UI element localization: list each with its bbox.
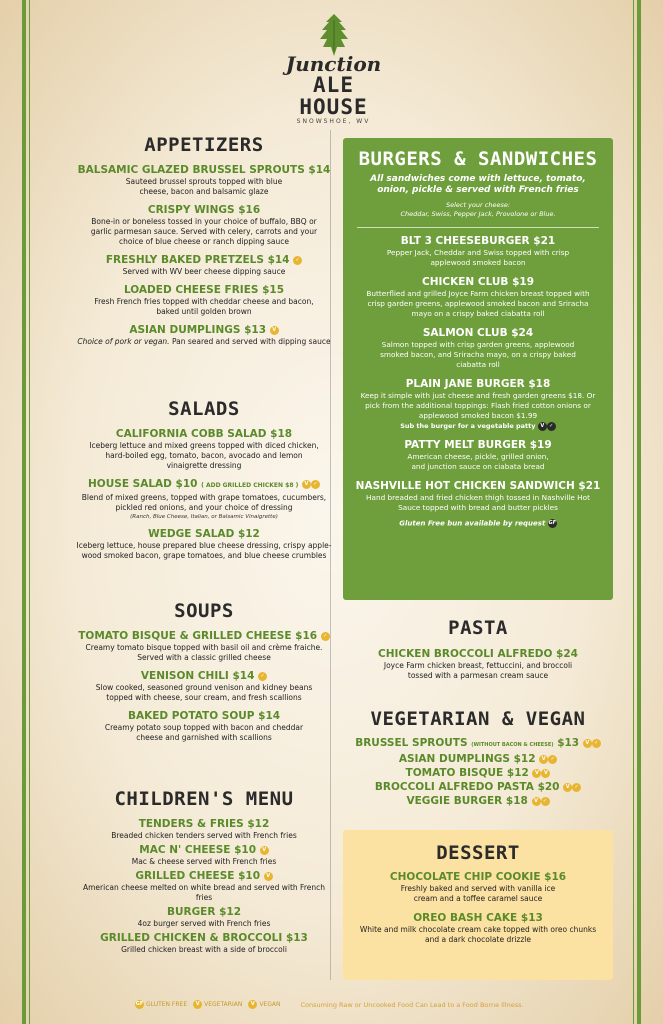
- item-price: $12: [247, 818, 270, 830]
- item-desc: Hand breaded and fried chicken thigh tossed in Nashville Hot Sauce topped with bread and butter pickles: [365, 493, 590, 512]
- vegetarian-icon: V: [539, 755, 548, 764]
- item-name: [76, 869, 332, 883]
- item-name: [343, 647, 613, 661]
- menu-item: [76, 527, 332, 561]
- vegetarian-icon: V: [270, 326, 279, 335]
- item-title: VEGGIE BURGER: [406, 795, 503, 807]
- item-title: ASIAN DUMPLINGS: [129, 324, 241, 336]
- item-title: MAC N' CHEESE: [139, 844, 231, 856]
- menu-item: [76, 253, 332, 277]
- section-title: SOUPS: [174, 600, 234, 622]
- menu-item: [76, 477, 332, 521]
- gluten-free-icon: ✓: [321, 632, 330, 641]
- menu-item: [76, 323, 332, 347]
- item-price: $20: [537, 781, 560, 793]
- item-title: CALIFORNIA COBB SALAD: [115, 428, 267, 440]
- logo-script: Junction: [285, 52, 382, 76]
- item-title: FRESHLY BAKED PRETZELS: [105, 254, 264, 266]
- item-desc: Breaded chicken tenders served with French fries: [111, 831, 297, 840]
- vegetarian-icon: V: [532, 769, 541, 778]
- item-title: ASIAN DUMPLINGS: [398, 753, 510, 765]
- menu-item: [76, 905, 332, 929]
- item-price: $12: [237, 528, 260, 540]
- item-name: [343, 377, 613, 391]
- item-desc-italic: Choice of pork or vegan.: [77, 337, 170, 346]
- section-title: APPETIZERS: [144, 134, 264, 156]
- item-title: CHICKEN CLUB: [422, 276, 509, 288]
- vegetarian-icon: V: [193, 1000, 202, 1009]
- legend-label: VEGETARIAN: [204, 1001, 243, 1008]
- item-name: [76, 427, 332, 441]
- logo-name: ALE HOUSE: [299, 73, 368, 119]
- veggie-sub-note: [343, 421, 613, 431]
- menu-item: [76, 869, 332, 903]
- gluten-free-note-text: Gluten Free bun available by request: [399, 519, 546, 528]
- item-desc: Bone-in or boneless tossed in your choice of buffalo, BBQ or garlic parmesan sauce. Served with celery, carrots and your choice of blue cheese or ranch dipping sauce: [90, 217, 318, 246]
- menu-item: [343, 377, 613, 431]
- menu-item: [76, 931, 332, 955]
- vegetarian-vegan-section: [343, 708, 613, 808]
- item-desc: Salmon topped with crisp garden greens, applewood smoked bacon, and Sriracha mayo, on a crispy baked ciabatta roll: [380, 340, 576, 369]
- gluten-free-icon: ✓: [258, 672, 267, 681]
- vegetarian-icon: V: [264, 872, 273, 881]
- item-name: [343, 326, 613, 340]
- item-price: $13: [557, 737, 580, 749]
- vegetarian-icon: V: [302, 480, 311, 489]
- item-title: LOADED CHEESE FRIES: [123, 284, 259, 296]
- item-title: BROCCOLI ALFREDO PASTA: [374, 781, 534, 793]
- legend-gluten-free: [135, 1000, 187, 1009]
- item-name: [76, 163, 332, 177]
- legend-label: VEGAN: [259, 1001, 281, 1008]
- item-desc: Butterflied and grilled Joyce Farm chicken breast topped with crisp garden greens, applewood smoked bacon and Sriracha mayo on a crispy baked ciabatta roll: [366, 289, 590, 318]
- menu-item: [76, 629, 332, 663]
- gluten-free-icon: GF: [548, 520, 556, 526]
- item-title: TOMATO BISQUE: [405, 767, 504, 779]
- section-title: BURGERS & SANDWICHES: [358, 148, 598, 170]
- menu-item: [76, 163, 332, 197]
- dessert-section: [343, 830, 613, 980]
- item-price: $14: [232, 670, 255, 682]
- item-desc: White and milk chocolate cream cake topped with oreo chunks and a dark chocolate drizzle: [359, 925, 597, 944]
- item-name: [76, 709, 332, 723]
- item-desc: Creamy potato soup topped with bacon and cheddar cheese and garnished with scallions: [104, 723, 304, 742]
- item-price: $18: [528, 378, 551, 390]
- item-title: SALMON CLUB: [422, 327, 508, 339]
- item-price: $12: [219, 906, 242, 918]
- legend-vegetarian: [193, 1000, 242, 1009]
- item-title: BALSAMIC GLAZED BRUSSEL SPROUTS: [77, 164, 305, 176]
- item-title: BURGER: [166, 906, 216, 918]
- item-price: $10: [175, 478, 198, 490]
- logo-location: SNOWSHOE, WV: [296, 118, 371, 125]
- item-price: $16: [295, 630, 318, 642]
- item-price: $24: [556, 648, 578, 660]
- left-border: [22, 0, 26, 1024]
- gluten-free-icon: ✓: [572, 783, 581, 792]
- item-title: BAKED POTATO SOUP: [127, 710, 255, 722]
- item-price: $10: [238, 870, 261, 882]
- item-name: [343, 766, 613, 780]
- menu-item: [343, 736, 613, 752]
- food-warning: Consuming Raw or Uncooked Food Can Lead to a Food Borne Illness.: [300, 1000, 524, 1009]
- section-title: PASTA: [448, 617, 508, 639]
- item-desc: Iceberg lettuce and mixed greens topped with diced chicken, hard-boiled egg, tomato, bacon, avocado and lemon vinaigrette dressing: [89, 441, 319, 470]
- item-name: [76, 527, 332, 541]
- vegan-icon: V: [541, 769, 550, 778]
- item-name: [343, 275, 613, 289]
- item-note: (Ranch, Blue Cheese, Italian, or Balsamic Vinaigrette): [130, 514, 278, 520]
- vegan-icon: ✓: [548, 755, 557, 764]
- item-name: [76, 253, 332, 267]
- item-title: WEDGE SALAD: [148, 528, 235, 540]
- item-name: [76, 843, 332, 857]
- menu-item: [343, 780, 613, 794]
- item-price: $21: [578, 480, 601, 492]
- menu-item: [76, 817, 332, 841]
- item-desc: American cheese, pickle, grilled onion, and junction sauce on ciabata bread: [407, 452, 549, 471]
- vegetarian-icon: V: [538, 422, 547, 431]
- menu-item: [76, 283, 332, 317]
- vegetarian-icon: V: [563, 783, 572, 792]
- menu-item: [343, 911, 613, 945]
- item-price: $12: [513, 753, 536, 765]
- vegetarian-icon: V: [260, 846, 269, 855]
- footer: [135, 1000, 555, 1009]
- item-title: BRUSSEL SPROUTS: [355, 737, 468, 749]
- cheese-selection: [343, 201, 613, 219]
- childrens-menu-section: [76, 788, 332, 955]
- item-desc: Keep it simple with just cheese and fresh garden greens $18. Or pick from the additional toppings: Flash fried cotton onions or applewood smoked bacon $1.99: [360, 391, 596, 420]
- legend-label: GLUTEN FREE: [146, 1001, 188, 1008]
- item-desc: Served with WV beer cheese dipping sauce: [122, 267, 286, 276]
- item-desc: [76, 337, 332, 347]
- item-name: [343, 479, 613, 493]
- item-desc: Iceberg lettuce, house prepared blue cheese dressing, crispy apple-wood smoked bacon, grape tomatoes, and blue cheese crumbles: [76, 541, 332, 560]
- legend-vegan: [248, 1000, 280, 1009]
- item-name: [76, 629, 332, 643]
- item-title: TOMATO BISQUE & GRILLED CHEESE: [78, 630, 292, 642]
- menu-item: [76, 669, 332, 703]
- menu-item: [76, 427, 332, 471]
- item-name: [343, 911, 613, 925]
- item-price: $13: [520, 912, 543, 924]
- item-name: [343, 752, 613, 766]
- item-name: [76, 477, 332, 493]
- item-title: CHICKEN BROCCOLI ALFREDO: [378, 648, 553, 660]
- item-name: [76, 283, 332, 297]
- item-desc: Sauteed brussel sprouts topped with blue cheese, bacon and balsamic glaze: [125, 177, 283, 196]
- menu-item: [343, 870, 613, 904]
- menu-item: [343, 647, 613, 681]
- item-extra: (WITHOUT BACON & CHEESE): [471, 742, 554, 748]
- item-desc: Grilled chicken breast with a side of broccoli: [121, 945, 287, 954]
- vegan-icon: ✓: [541, 797, 550, 806]
- item-extra: ( ADD GRILLED CHICKEN $8 ): [201, 482, 299, 489]
- cheese-label: Select your cheese:: [445, 201, 511, 209]
- vegetarian-icon: V: [532, 797, 541, 806]
- item-desc: Creamy tomato bisque topped with basil oil and crème fraiche. Served with a classic grilled cheese: [85, 643, 323, 662]
- item-price: $13: [285, 932, 308, 944]
- gluten-free-note: [343, 519, 613, 528]
- item-title: PLAIN JANE BURGER: [405, 378, 525, 390]
- item-price: $14: [258, 710, 281, 722]
- right-border-thin: [633, 0, 634, 1024]
- item-price: $19: [512, 276, 534, 288]
- item-desc-text: Pan seared and served with dipping sauce: [169, 337, 331, 346]
- item-title: NASHVILLE HOT CHICKEN SANDWICH: [355, 480, 575, 492]
- item-name: [76, 669, 332, 683]
- section-title: SALADS: [168, 398, 240, 420]
- menu-item: [343, 752, 613, 766]
- item-title: OREO BASH CAKE: [413, 912, 518, 924]
- item-desc: American cheese melted on white bread and served with French fries: [83, 883, 325, 902]
- item-desc: Freshly baked and served with vanilla ice cream and a toffee caramel sauce: [400, 884, 556, 903]
- item-name: [343, 234, 613, 248]
- gluten-free-icon: ✓: [311, 480, 320, 489]
- item-name: [76, 931, 332, 945]
- appetizers-section: [76, 134, 332, 347]
- item-price: $12: [506, 767, 529, 779]
- menu-item: [343, 275, 613, 319]
- burgers-sandwiches-section: [343, 138, 613, 600]
- item-desc: 4oz burger served with French fries: [137, 919, 271, 928]
- item-name: [76, 817, 332, 831]
- section-title: CHILDREN'S MENU: [114, 788, 294, 810]
- section-title: VEGETARIAN & VEGAN: [370, 708, 586, 730]
- item-price: $15: [262, 284, 285, 296]
- menu-item: [343, 234, 613, 268]
- item-desc: Fresh French fries topped with cheddar cheese and bacon, baked until golden brown: [94, 297, 314, 316]
- vegan-icon: V: [248, 1000, 257, 1009]
- menu-item: [343, 794, 613, 808]
- left-border-thin: [29, 0, 30, 1024]
- menu-item: [343, 479, 613, 513]
- pasta-section: [343, 617, 613, 681]
- item-name: [343, 794, 613, 808]
- gluten-free-icon: GF: [135, 1001, 144, 1007]
- item-name: [343, 870, 613, 884]
- gluten-free-icon: ✓: [592, 739, 601, 748]
- item-title: CHOCOLATE CHIP COOKIE: [389, 871, 541, 883]
- menu-item: [76, 709, 332, 743]
- item-price: $18: [270, 428, 293, 440]
- item-price: $14: [267, 254, 290, 266]
- item-title: TENDERS & FRIES: [138, 818, 244, 830]
- menu-item: [343, 766, 613, 780]
- section-title: DESSERT: [436, 842, 520, 864]
- section-rule: [357, 227, 599, 228]
- item-name: [343, 780, 613, 794]
- item-desc: Pepper Jack, Cheddar and Swiss topped with crisp applewood smoked bacon: [386, 248, 570, 267]
- item-price: $21: [533, 235, 556, 247]
- item-desc: Joyce Farm chicken breast, fettuccini, and broccoli tossed with a parmesan cream sauce: [383, 661, 573, 680]
- item-desc: Slow cooked, seasoned ground venison and kidney beans topped with cheese, sour cream, and fresh scallions: [95, 683, 313, 702]
- item-price: $24: [511, 327, 534, 339]
- item-price: $16: [238, 204, 261, 216]
- item-price: $16: [544, 871, 567, 883]
- burgers-intro: All sandwiches come with lettuce, tomato, onion, pickle & served with French fries: [370, 174, 586, 195]
- item-title: VENISON CHILI: [140, 670, 229, 682]
- salads-section: [76, 398, 332, 561]
- item-name: [343, 736, 613, 752]
- item-price: $18: [505, 795, 528, 807]
- item-title: CRISPY WINGS: [147, 204, 235, 216]
- item-title: HOUSE SALAD: [88, 478, 172, 490]
- item-name: [76, 905, 332, 919]
- item-price: $19: [529, 439, 552, 451]
- item-title: PATTY MELT BURGER: [404, 439, 527, 451]
- menu-item: [76, 843, 332, 867]
- menu-item: [343, 326, 613, 370]
- item-name: [76, 203, 332, 217]
- item-name: [76, 323, 332, 337]
- item-title: GRILLED CHICKEN & BROCCOLI: [100, 932, 283, 944]
- menu-item: [76, 203, 332, 247]
- gluten-free-icon: ✓: [293, 256, 302, 265]
- soups-section: [76, 600, 332, 743]
- menu-item: [343, 438, 613, 472]
- right-border: [637, 0, 641, 1024]
- item-note: Sub the burger for a vegetable patty: [400, 422, 536, 430]
- logo: [276, 12, 391, 125]
- item-title: BLT 3 CHEESEBURGER: [400, 235, 530, 247]
- item-price: $10: [234, 844, 257, 856]
- item-price: $13: [244, 324, 267, 336]
- item-title: GRILLED CHEESE: [135, 870, 235, 882]
- cheese-options: Cheddar, Swiss, Pepper Jack, Provolone or Blue.: [400, 210, 556, 218]
- vegetarian-icon: V: [583, 739, 592, 748]
- item-desc: Blend of mixed greens, topped with grape tomatoes, cucumbers, pickled red onions, and your choice of dressing: [81, 493, 327, 512]
- vegan-icon: ✓: [547, 422, 556, 431]
- item-name: [343, 438, 613, 452]
- item-price: $14: [308, 164, 331, 176]
- item-desc: Mac & cheese served with French fries: [131, 857, 277, 866]
